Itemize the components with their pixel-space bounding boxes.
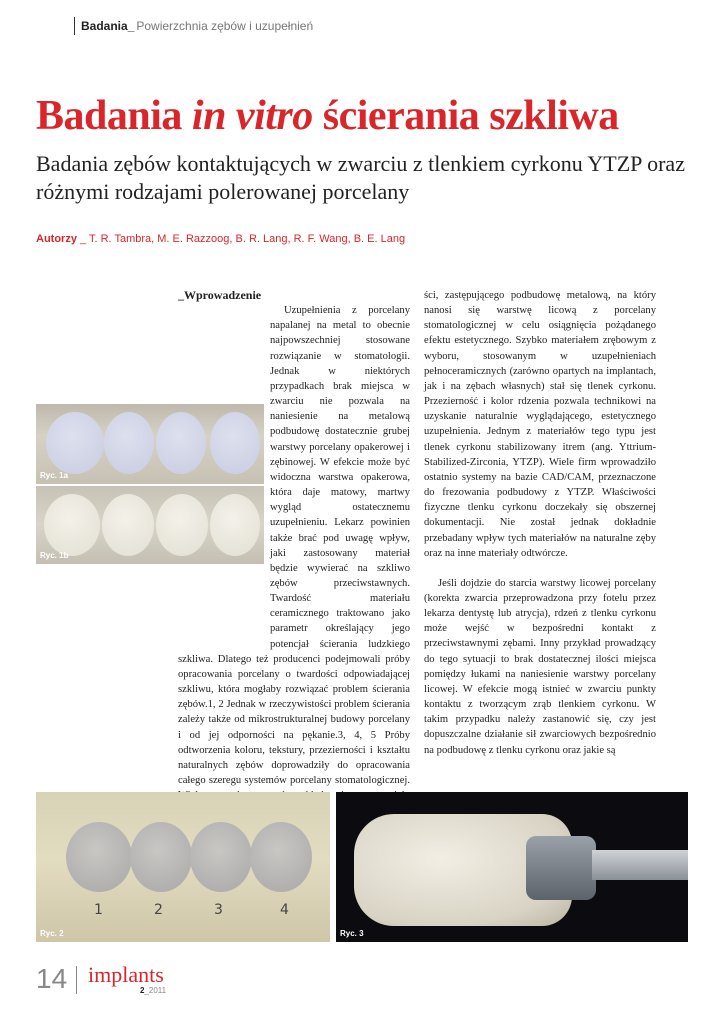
header-topic: Powierzchnia zębów i uzupełnień (136, 19, 314, 33)
column-2-paragraph-1: ści, zastępującego podbudowę metalową, na który nanosi się warstwę licową z porcelany stomatologicznej w celu osiągnięcia pożądanego efektu estetycznego. Szybko materiałem zrębowym z wyboru, stosowanym w uzupełnieniach pełnoceramicznych (zarówno opartych na implantach, jak i na zębach własnych) stał się tlenek cyrkonu. Przezierność i kolor rdzenia pozwala technikowi na uzyskanie naturalnie wyglądającego, estetycznego uzupełnienia. Jednym z materiałów tego typu jest tlenek cyrkonu stabilizowany itrem (ang. Yttrium-Stabilized-Zirconia, YTZP). Wiele firm wprowadziło ostatnio systemy na bazie CAD/CAM, przeznaczone do frezowania podbudowy z YTZP. Właściwości fizyczne tlenku cyrkonu doczekały się obszernej dokumentacji. Nie został jednak dokładnie przebadany wpływ tych materiałów na naturalne zęby oraz na inne materiały odtwórcze. (424, 290, 656, 559)
section-heading: _Wprowadzenie (178, 288, 262, 302)
figure-2 (36, 792, 330, 942)
figure-wrap-spacer (178, 391, 270, 649)
header-separator: _ (127, 19, 135, 33)
figure-1b-caption: Ryc. 1b (40, 551, 69, 560)
authors-label: Autorzy (36, 233, 77, 245)
figure-1a-caption: Ryc. 1a (40, 471, 69, 480)
figure-2-caption: Ryc. 2 (40, 929, 64, 938)
authors-line (36, 233, 405, 245)
footer-divider (76, 966, 77, 994)
figure-3-caption: Ryc. 3 (340, 929, 364, 938)
magazine-name: implants (88, 962, 164, 987)
figure-2-label-1: 1 (94, 902, 103, 918)
authors-names: _ T. R. Tambra, M. E. Razzoog, B. R. Lang, R. F. Wang, B. E. Lang (76, 233, 406, 245)
column-2-paragraph-2: Jeśli dojdzie do starcia warstwy licowej porcelany (korekta zwarcia przeprowadzona przy fotelu przez lekarza dentystę lub atrycja), rdzeń z tlenku cyrkonu może wejść w bezpośredni kontakt z przeciwstawnymi zębami. Inny przykład prowadzący do tego sytuacji to brak dostatecznej ilości miejsca pomiędzy łukami na naniesienie warstwy porcelany licowej. W efekcie mogą istnieć w zwarciu punkty kontaktu z tworzącym zrąb tlenkiem cyrkonu. W takim przypadku należy zastanowić się, czy jest dopuszczalne działanie sił zwarciowych bezpośrednio na podbudowę z tlenku cyrkonu oraz jakie są (424, 577, 656, 756)
intro-paragraph: Uzupełnienia z porcelany napalanej na metal to obecnie najpowszechniej stosowane rozwiązanie w stomatologii. Jednak w niektórych przypadkach brak miejsca w zwarciu nie pozwala na naniesienie na metalową podbudowę dostatecznie grubej warstwy porcelany opakerowej i zębinowej. W efekcie może być widoczna warstwa opakerowa, która daje matowy, martwy wygląd ostatecznemu uzupełnieniu. Lekarz powinien także brać pod uwagę wpływ, jaki zastosowany materiał będzie wywierać na szkliwo zębów przeciwstawnych. Twardość materiału ceramicznego traktowano jako parametr określający jego potencjał ścierania ludzkiego szkliwa. Dlatego też producenci podejmowali próby opracowania porcelany o twardości odpowiadającej szkliwu, która mogłaby rozwiązać problem ścierania zębów.1, 2 Jednak w rzeczywistości problem ścierania zależy także od mikrostrukturalnej budowy porcelany i od jej odporności na pękanie.3, 4, 5 Próby odtworzenia koloru, tekstury, przezierności i kształtu naturalnych zębów doprowadziły do opracowania całego szeregu systemów porcelany stomatologicznej. (178, 305, 410, 786)
header-divider (74, 17, 75, 35)
page-number: 14 (36, 963, 68, 994)
figure-2-label-2: 2 (154, 902, 163, 918)
figure-2-label-4: 4 (280, 902, 289, 918)
article-column-2 (424, 288, 656, 776)
figure-2-label-3: 3 (214, 902, 223, 918)
article-title: Badania in vitro ścierania szkliwa (36, 93, 619, 139)
article-column-1 (178, 288, 410, 786)
running-header (74, 16, 313, 36)
header-section: Badania (81, 19, 128, 33)
issue-label: 2_2011 (140, 986, 167, 995)
article-subtitle: Badania zębów kontaktujących w zwarciu z tlenkiem cyrkonu YTZP oraz różnymi rodzajami polerowanej porcelany (36, 151, 685, 204)
figure-3 (336, 792, 688, 942)
